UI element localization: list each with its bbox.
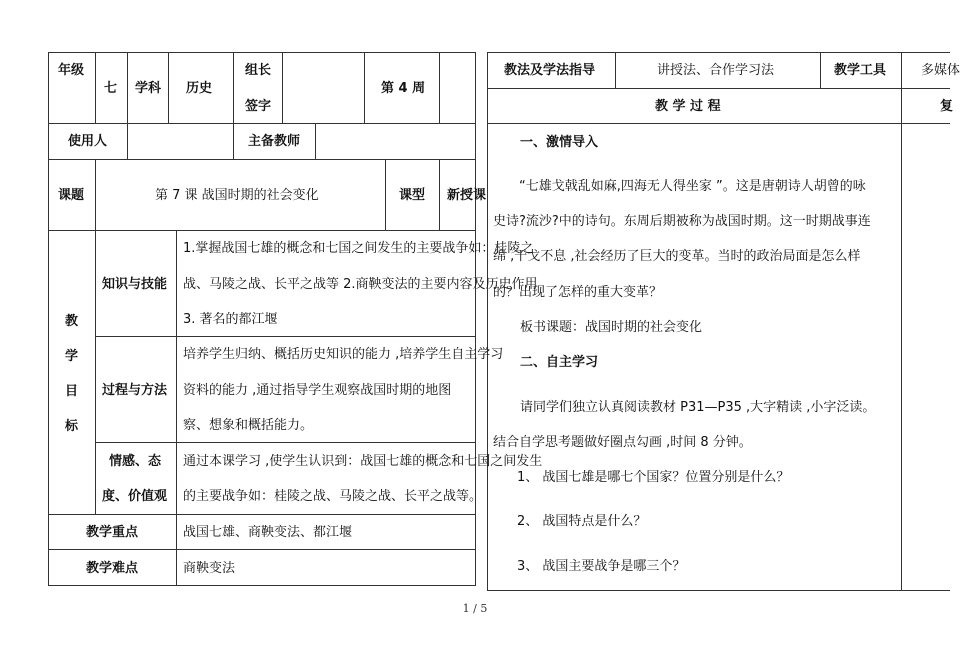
topic-label: 课题: [58, 188, 85, 203]
process-line: 资料的能力 ,通过指导学生观察战国时期的地图: [183, 383, 452, 398]
tools-value: 多媒体: [921, 63, 960, 78]
tools-label: 教学工具: [834, 63, 887, 78]
difficulty-label: 教学难点: [86, 561, 139, 576]
board-title: 板书课题：战国时期的社会变化: [520, 320, 703, 335]
emotion-line: 通过本课学习 ,使学生认识到：战国七雄的概念和七国之间发生: [183, 454, 543, 469]
grade-label: 年级: [58, 63, 85, 78]
week-label: 第 4 周: [381, 81, 426, 96]
process-heading: 教 学 过 程: [655, 99, 721, 114]
emotion-label: 度、价值观: [102, 489, 168, 504]
emotion-line: 的主要战争如：桂陵之战、马陵之战、长平之战等。: [183, 489, 483, 504]
self-study-line: 结合自学思考题做好圈点勾画 ,时间 8 分钟。: [493, 435, 752, 450]
emotion-label: 情感、态: [109, 454, 162, 469]
side-heading: 复: [940, 99, 954, 114]
key-point-value: 战国七雄、商鞅变法、都江堰: [183, 525, 353, 540]
topic-value: 第 7 课 战国时期的社会变化: [155, 188, 319, 203]
grade-value: 七: [104, 81, 118, 96]
user-label: 使用人: [68, 134, 108, 149]
lesson-type-value: 新授课: [447, 188, 487, 203]
main-teacher-label: 主备教师: [248, 134, 301, 149]
question-item: 3、 战国主要战争是哪三个？: [517, 559, 686, 574]
page-number: 1 / 5: [462, 602, 488, 615]
subject-value: 历史: [186, 81, 213, 96]
lesson-type-label: 课型: [399, 188, 426, 203]
leader-sign-label-2: 签字: [245, 99, 272, 114]
section-heading-intro: 一、激情导入: [520, 135, 599, 150]
method-value: 讲授法、合作学习法: [657, 63, 775, 78]
process-label: 过程与方法: [102, 383, 168, 398]
objectives-label-char: 学: [65, 349, 79, 364]
knowledge-line: 3. 著名的都江堰: [183, 312, 278, 327]
objectives-label-char: 标: [65, 419, 79, 434]
intro-line: “七雄戈戟乱如麻,四海无人得坐家 ”。这是唐朝诗人胡曾的咏: [519, 179, 866, 194]
intro-line: 史诗?流沙?中的诗句。东周后期被称为战国时期。这一时期战事连: [493, 214, 871, 229]
subject-label: 学科: [135, 81, 162, 96]
self-study-line: 请同学们独立认真阅读教材 P31—P35 ,大字精读 ,小字泛读。: [520, 400, 876, 415]
intro-line: 的？出现了怎样的重大变革？: [493, 285, 663, 300]
method-label: 教法及学法指导: [504, 63, 596, 78]
section-heading-self-study: 二、自主学习: [520, 355, 599, 370]
process-line: 培养学生归纳、概括历史知识的能力 ,培养学生自主学习: [183, 347, 504, 362]
intro-line: 绵 ,干戈不息 ,社会经历了巨大的变革。当时的政治局面是怎么样: [493, 249, 861, 264]
knowledge-label: 知识与技能: [102, 277, 168, 292]
objectives-label-char: 目: [65, 384, 79, 399]
difficulty-value: 商鞅变法: [183, 561, 236, 576]
question-item: 1、 战国七雄是哪七个国家？位置分别是什么？: [517, 470, 790, 485]
objectives-label-char: 教: [65, 314, 79, 329]
knowledge-line: 战、马陵之战、长平之战等 2.商鞅变法的主要内容及历史作用: [183, 277, 538, 292]
knowledge-line: 1.掌握战国七雄的概念和七国之间发生的主要战争如：桂陵之: [183, 241, 534, 256]
leader-sign-label-1: 组长: [245, 63, 272, 78]
key-point-label: 教学重点: [86, 525, 139, 540]
process-line: 察、想象和概括能力。: [183, 418, 314, 433]
question-item: 2、 战国特点是什么？: [517, 514, 647, 529]
